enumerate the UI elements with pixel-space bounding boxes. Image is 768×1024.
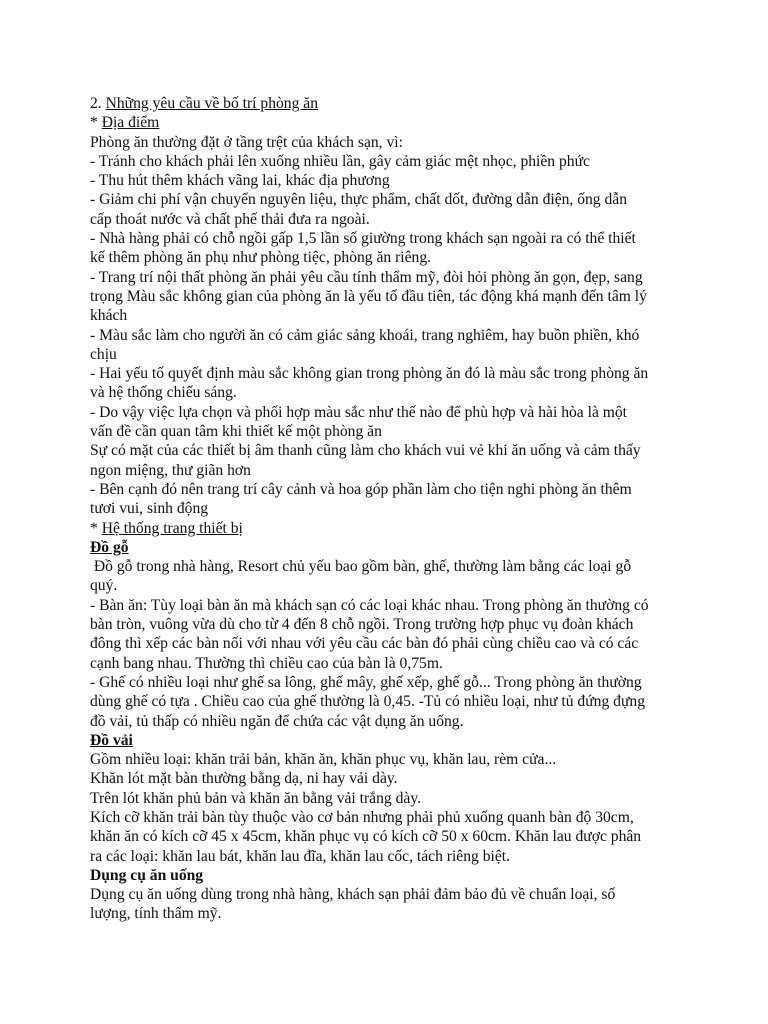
wood-heading: Đồ gỗ: [90, 538, 129, 556]
fabric-heading: Đồ vải: [90, 731, 133, 749]
wood-line: bàn tròn, vuông vừa dù cho từ 4 đến 8 chỗ ngồi. Trong trường hợp phục vụ đoàn khách: [90, 616, 634, 634]
fabric-line: Gồm nhiều loại: khăn trải bản, khăn ăn, khăn phục vụ, khăn lau, rèm cửa...: [90, 751, 557, 769]
utensils-line: lượng, tính thẩm mỹ.: [90, 905, 222, 923]
equipment-prefix: *: [90, 519, 102, 537]
document-page: [90, 94, 690, 924]
wood-line: Đồ gỗ trong nhà hàng, Resort chủ yếu bao gồm bàn, ghế, thường làm bằng các loại gỗ: [90, 558, 632, 576]
location-line: - Giảm chi phí vận chuyển nguyên liệu, thực phẩm, chất dốt, đường dẫn điện, ống dẫn: [90, 191, 628, 209]
location-line: Phòng ăn thường đặt ở tầng trệt của khách sạn, vì:: [90, 133, 403, 151]
utensils-line: Dụng cụ ăn uống dùng trong nhà hàng, khách sạn phải đảm bảo đủ về chuẩn loại, số: [90, 886, 616, 904]
location-line: - Nhà hàng phải có chỗ ngồi gấp 1,5 lần số giường trong khách sạn ngoài ra có thể thiết: [90, 230, 636, 248]
wood-line: dùng ghế có tựa . Chiều cao của ghế thường là 0,45. -Tủ có nhiều loại, như tủ đứng đựng: [90, 693, 646, 711]
location-line: - Trang trí nội thất phòng ăn phải yêu cầu tính thẩm mỹ, đòi hỏi phòng ăn gọn, đẹp, sang: [90, 268, 643, 286]
location-line: - Hai yếu tố quyết định màu sắc không gian trong phòng ăn đó là màu sắc trong phòng ăn: [90, 365, 649, 383]
location-line: chịu: [90, 345, 117, 363]
wood-line: quý.: [90, 577, 118, 595]
location-line: tươi vui, sinh động: [90, 500, 209, 518]
location-line: - Tránh cho khách phải lên xuống nhiều lần, gây cảm giác mệt nhọc, phiền phức: [90, 152, 590, 170]
location-line: kế thêm phòng ăn phụ như phòng tiệc, phòng ăn riêng.: [90, 249, 432, 267]
location-line: vấn đề cần quan tâm khi thiết kế một phòng ăn: [90, 423, 382, 441]
section-title-text: Những yêu cầu về bố trí phòng ăn: [105, 95, 319, 112]
section-title: [90, 94, 690, 113]
location-line: Sự có mặt của các thiết bị âm thanh cũng làm cho khách vui vẻ khi ăn uống và cảm thấy: [90, 442, 641, 460]
wood-line: đồ vải, tủ thấp có nhiều ngăn để chứa các vật dụng ăn uống.: [90, 712, 464, 730]
fabric-line: Trên lót khăn phủ bản và khăn ăn bằng vải trắng dày.: [90, 789, 422, 807]
wood-line: đông thì xếp các bàn nối với nhau với yêu cầu các bàn đó phải cùng chiều cao và có các: [90, 635, 639, 653]
fabric-line: Kích cỡ khăn trải bàn tùy thuộc vào cơ bản nhưng phải phủ xuống quanh bàn độ 30cm,: [90, 808, 634, 826]
location-line: - Thu hút thêm khách vãng lai, khác địa phương: [90, 172, 390, 190]
equipment-heading-text: Hệ thống trang thiết bị: [101, 519, 243, 537]
location-heading: [90, 113, 690, 132]
equipment-heading: [90, 519, 690, 538]
location-line: và hệ thống chiếu sáng.: [90, 384, 237, 402]
location-heading-text: Địa điểm: [101, 114, 160, 132]
fabric-line: khăn ăn có kích cỡ 45 x 45cm, khăn phục vụ có kích cỡ 50 x 60cm. Khăn lau được phân: [90, 828, 642, 846]
location-line: - Màu sắc làm cho người ăn có cảm giác sảng khoái, trang nghiêm, hay buồn phiền, khó: [90, 326, 640, 344]
location-line: ngon miệng, thư giãn hơn: [90, 461, 251, 479]
wood-line: - Ghế có nhiều loại như ghế sa lông, ghế mây, ghế xếp, ghế gỗ... Trong phòng ăn thường: [90, 673, 642, 691]
location-prefix: *: [90, 114, 102, 132]
location-line: khách: [90, 307, 128, 325]
utensils-heading: Dụng cụ ăn uống: [90, 866, 204, 884]
location-line: cấp thoát nước và chất phế thải đưa ra ngoài.: [90, 210, 370, 228]
location-line: trọng Màu sắc không gian của phòng ăn là yếu tố đầu tiên, tác động khá mạnh đến tâm lý: [90, 287, 647, 305]
location-line: - Bên cạnh đó nên trang trí cây cảnh và hoa góp phần làm cho tiện nghi phòng ăn thêm: [90, 480, 632, 498]
fabric-line: Khăn lót mặt bàn thường bằng dạ, ni hay vải dày.: [90, 770, 398, 788]
fabric-line: ra các loại: khăn lau bát, khăn lau đĩa, khăn lau cốc, tách riêng biệt.: [90, 847, 510, 865]
section-number: 2.: [90, 95, 106, 112]
location-line: - Do vậy việc lựa chọn và phối hợp màu sắc như thế nào để phù hợp và hài hòa là một: [90, 403, 628, 421]
wood-line: - Bàn ăn: Tùy loại bàn ăn mà khách sạn có các loại khác nhau. Trong phòng ăn thường có: [90, 596, 649, 614]
wood-line: cạnh bang nhau. Thường thì chiều cao của bàn là 0,75m.: [90, 654, 443, 672]
